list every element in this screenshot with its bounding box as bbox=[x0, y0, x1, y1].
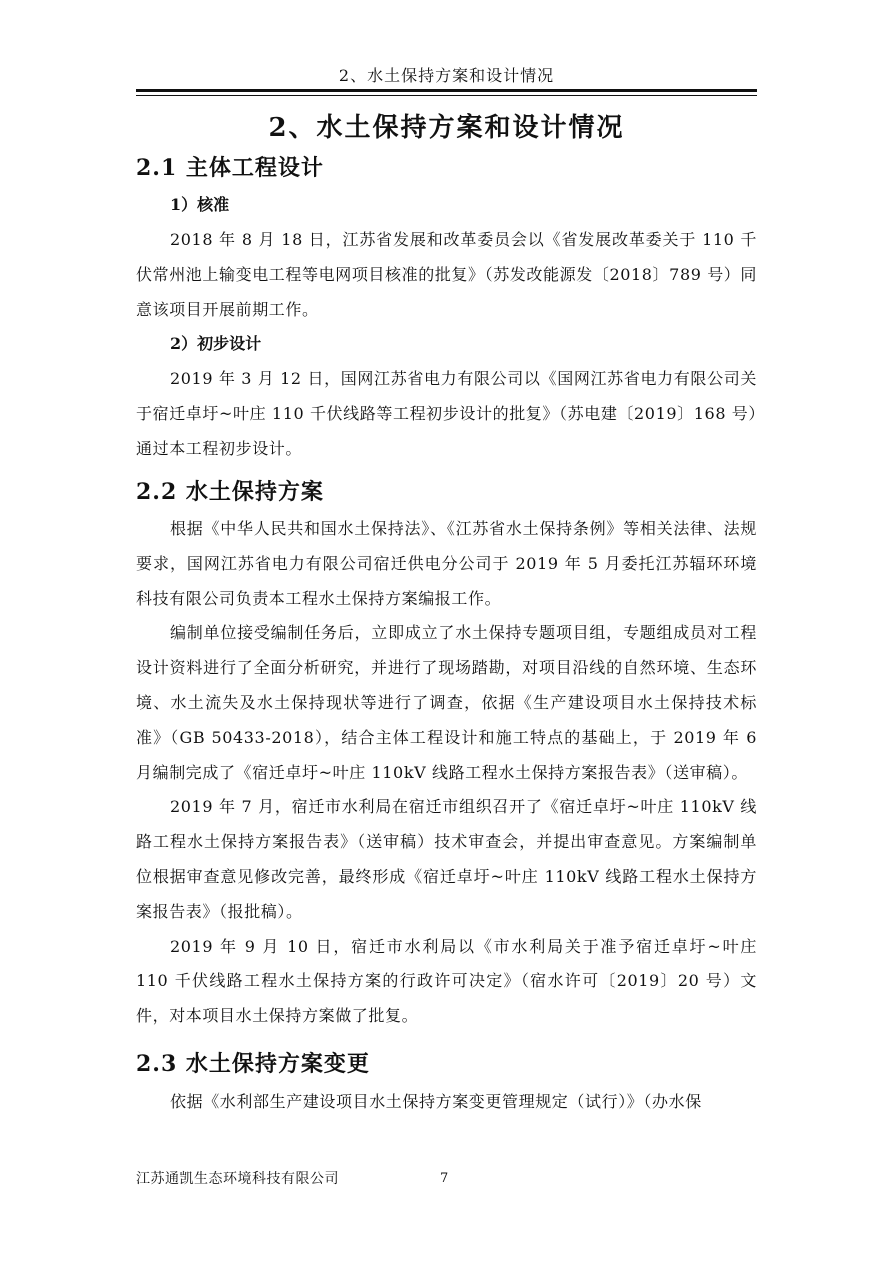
section-heading-2-3: 2.3 水土保持方案变更 bbox=[136, 1050, 370, 1077]
running-header: 2、水土保持方案和设计情况 bbox=[338, 66, 555, 85]
subheading-approval: 1）核准 bbox=[170, 195, 230, 214]
chapter-title: 2、水土保持方案和设计情况 bbox=[268, 113, 625, 143]
header-rule-thin bbox=[136, 95, 757, 96]
document-body bbox=[136, 108, 757, 1119]
paragraph-2-2-3: 2019 年 7 月，宿迁市水利局在宿迁市组织召开了《宿迁卓圩~叶庄 110kV 线路工程水土保持方案报告表》（送审稿）技术审查会，并提出审查意见。方案编制单位根据审查意见修改完善，最终形成《宿迁卓圩~叶庄 110kV 线路工程水土保持方案报告表》（报批稿）。 bbox=[136, 797, 757, 921]
footer-company: 江苏通凯生态环境科技有限公司 bbox=[136, 1171, 339, 1187]
paragraph-2-2-1: 根据《中华人民共和国水土保持法》、《江苏省水土保持条例》等相关法律、法规要求，国网江苏省电力有限公司宿迁供电分公司于 2019 年 5 月委托江苏辐环环境科技有限公司负责本工程水土保持方案编报工作。 bbox=[136, 519, 757, 608]
page-number: 7 bbox=[440, 1171, 449, 1186]
section-heading-2-2: 2.2 水土保持方案 bbox=[136, 479, 324, 505]
header-rule-thick bbox=[136, 89, 757, 92]
paragraph-2-2-4: 2019 年 9 月 10 日，宿迁市水利局以《市水利局关于准予宿迁卓圩~叶庄 110 千伏线路工程水土保持方案的行政许可决定》（宿水许可〔2019〕20 号）文件，对本项目水土保持方案做了批复。 bbox=[136, 936, 757, 1026]
subheading-preliminary-design: 2）初步设计 bbox=[170, 334, 262, 353]
paragraph-2-2-2: 编制单位接受编制任务后，立即成立了水土保持专题项目组，专题组成员对工程设计资料进行了全面分析研究，并进行了现场踏勘，对项目沿线的自然环境、生态环境、水土流失及水土保持现状等进行了调查，依据《生产建设项目水土保持技术标准》（GB 50433-2018），结合主体工程设计和施工特点的基础上，于 2019 年 6 月编制完成了《宿迁卓圩~叶庄 110kV 线路工程水土保持方案报告表》（送审稿）。 bbox=[136, 623, 757, 782]
paragraph-approval: 2018 年 8 月 18 日，江苏省发展和改革委员会以《省发展改革委关于 110 千伏常州池上输变电工程等电网项目核准的批复》（苏发改能源发〔2018〕789 号）同意该项目开展前期工作。 bbox=[136, 230, 757, 319]
paragraph-2-3-1: 依据《水利部生产建设项目水土保持方案变更管理规定（试行）》（办水保 bbox=[170, 1091, 702, 1111]
paragraph-preliminary-design: 2019 年 3 月 12 日，国网江苏省电力有限公司以《国网江苏省电力有限公司关于宿迁卓圩~叶庄 110 千伏线路等工程初步设计的批复》（苏电建〔2019〕168 号）通过本工程初步设计。 bbox=[136, 369, 757, 458]
section-heading-2-1: 2.1 主体工程设计 bbox=[136, 155, 324, 181]
